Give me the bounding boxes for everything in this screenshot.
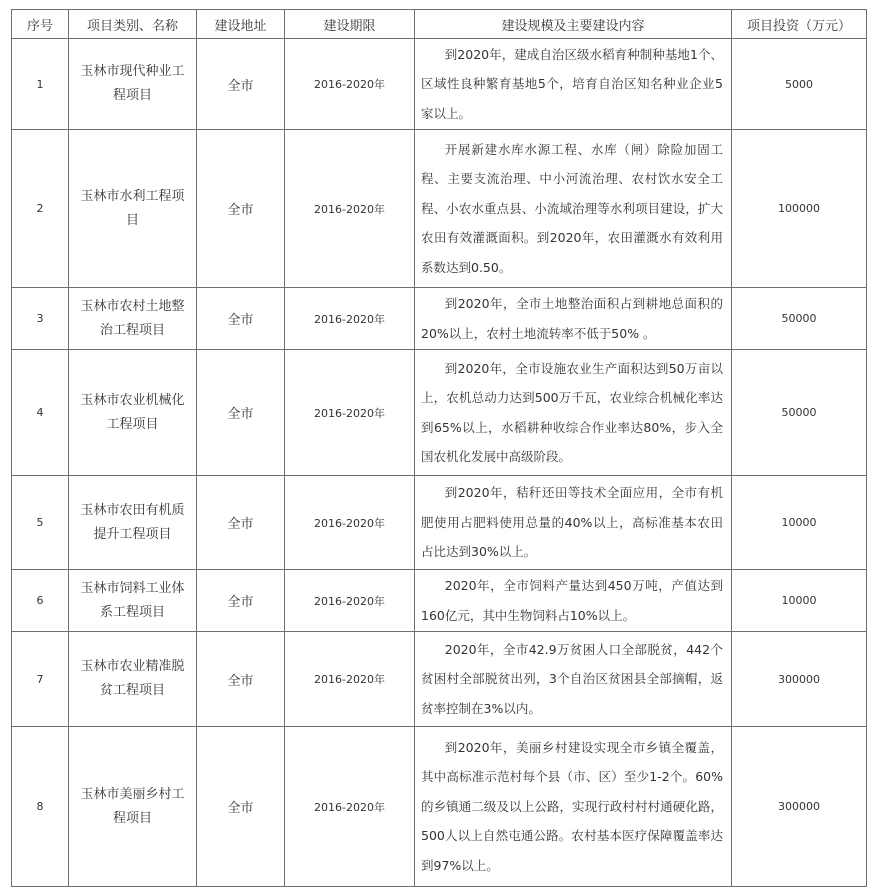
row-project-name: 玉林市水利工程项目 [69, 130, 197, 288]
row-investment: 10000 [732, 570, 867, 632]
row-period: 2016-2020年 [285, 130, 415, 288]
row-location: 全市 [197, 288, 285, 350]
row-seq: 7 [12, 632, 69, 727]
row-seq: 2 [12, 130, 69, 288]
row-seq: 8 [12, 727, 69, 887]
row-period: 2016-2020年 [285, 570, 415, 632]
table-row [12, 288, 867, 350]
row-content: 开展新建水库水源工程、水库（闸）除险加固工程、主要支流治理、中小河流治理、农村饮水安全工程、小农水重点县、小流域治理等水利项目建设，扩大农田有效灌溉面积。到2020年，农田灌溉水有效利用系数达到0.50。 [421, 141, 723, 275]
row-content-cell [415, 727, 732, 887]
row-location: 全市 [197, 476, 285, 570]
row-location: 全市 [197, 632, 285, 727]
row-content: 到2020年，全市土地整治面积占到耕地总面积的20%以上，农村土地流转率不低于50% 。 [421, 296, 723, 341]
row-content: 2020年，全市42.9万贫困人口全部脱贫，442个贫困村全部脱贫出列，3个自治区贫困县全部摘帽，返贫率控制在3%以内。 [421, 641, 723, 716]
table-row [12, 350, 867, 476]
header-investment: 项目投资（万元） [732, 10, 867, 39]
table-row [12, 570, 867, 632]
row-period: 2016-2020年 [285, 350, 415, 476]
table-row [12, 130, 867, 288]
row-content: 到2020年，全市设施农业生产面积达到50万亩以上，农机总动力达到500万千瓦，农业综合机械化率达到65%以上，水稻耕种收综合作业率达80%，步入全国农机化发展中高级阶段。 [421, 360, 723, 464]
table-row [12, 632, 867, 727]
row-content: 到2020年，建成自治区级水稻育种制种基地1个、区域性良种繁育基地5个，培育自治区知名种业企业5家以上。 [421, 46, 723, 121]
row-investment: 5000 [732, 39, 867, 130]
table-row [12, 476, 867, 570]
row-seq: 1 [12, 39, 69, 130]
row-project-name: 玉林市农业精准脱贫工程项目 [69, 632, 197, 727]
row-content-cell [415, 288, 732, 350]
header-name: 项目类别、名称 [69, 10, 197, 39]
header-period: 建设期限 [285, 10, 415, 39]
header-content: 建设规模及主要建设内容 [415, 10, 732, 39]
row-seq: 6 [12, 570, 69, 632]
row-project-name: 玉林市美丽乡村工程项目 [69, 727, 197, 887]
row-seq: 3 [12, 288, 69, 350]
row-location: 全市 [197, 727, 285, 887]
row-period: 2016-2020年 [285, 727, 415, 887]
row-investment: 10000 [732, 476, 867, 570]
row-content-cell [415, 476, 732, 570]
row-project-name: 玉林市农田有机质提升工程项目 [69, 476, 197, 570]
row-investment: 300000 [732, 727, 867, 887]
row-content-cell [415, 39, 732, 130]
row-content-cell [415, 570, 732, 632]
projects-table [11, 9, 867, 887]
row-project-name: 玉林市农村土地整治工程项目 [69, 288, 197, 350]
row-project-name: 玉林市现代种业工程项目 [69, 39, 197, 130]
table-row [12, 727, 867, 887]
row-location: 全市 [197, 570, 285, 632]
row-seq: 5 [12, 476, 69, 570]
row-investment: 50000 [732, 288, 867, 350]
row-location: 全市 [197, 39, 285, 130]
row-location: 全市 [197, 350, 285, 476]
row-project-name: 玉林市饲料工业体系工程项目 [69, 570, 197, 632]
row-investment: 100000 [732, 130, 867, 288]
row-investment: 50000 [732, 350, 867, 476]
row-content: 到2020年，秸秆还田等技术全面应用，全市有机肥使用占肥料使用总量的40%以上，高标准基本农田占比达到30%以上。 [421, 485, 723, 560]
row-project-name: 玉林市农业机械化工程项目 [69, 350, 197, 476]
row-content-cell [415, 350, 732, 476]
row-period: 2016-2020年 [285, 39, 415, 130]
header-seq: 序号 [12, 10, 69, 39]
row-content-cell [415, 632, 732, 727]
row-period: 2016-2020年 [285, 288, 415, 350]
row-seq: 4 [12, 350, 69, 476]
row-content-cell [415, 130, 732, 288]
row-content: 2020年，全市饲料产量达到450万吨，产值达到160亿元，其中生物饲料占10%以上。 [421, 578, 723, 623]
row-content: 到2020年，美丽乡村建设实现全市乡镇全覆盖，其中高标准示范村每个县（市、区）至少1-2个。60%的乡镇通二级及以上公路，实现行政村村村通硬化路，500人以上自然屯通公路。农村基本医疗保障覆盖率达到97%以上。 [421, 739, 723, 873]
row-period: 2016-2020年 [285, 632, 415, 727]
table-row [12, 39, 867, 130]
row-location: 全市 [197, 130, 285, 288]
row-period: 2016-2020年 [285, 476, 415, 570]
row-investment: 300000 [732, 632, 867, 727]
header-location: 建设地址 [197, 10, 285, 39]
header-row [12, 10, 867, 39]
